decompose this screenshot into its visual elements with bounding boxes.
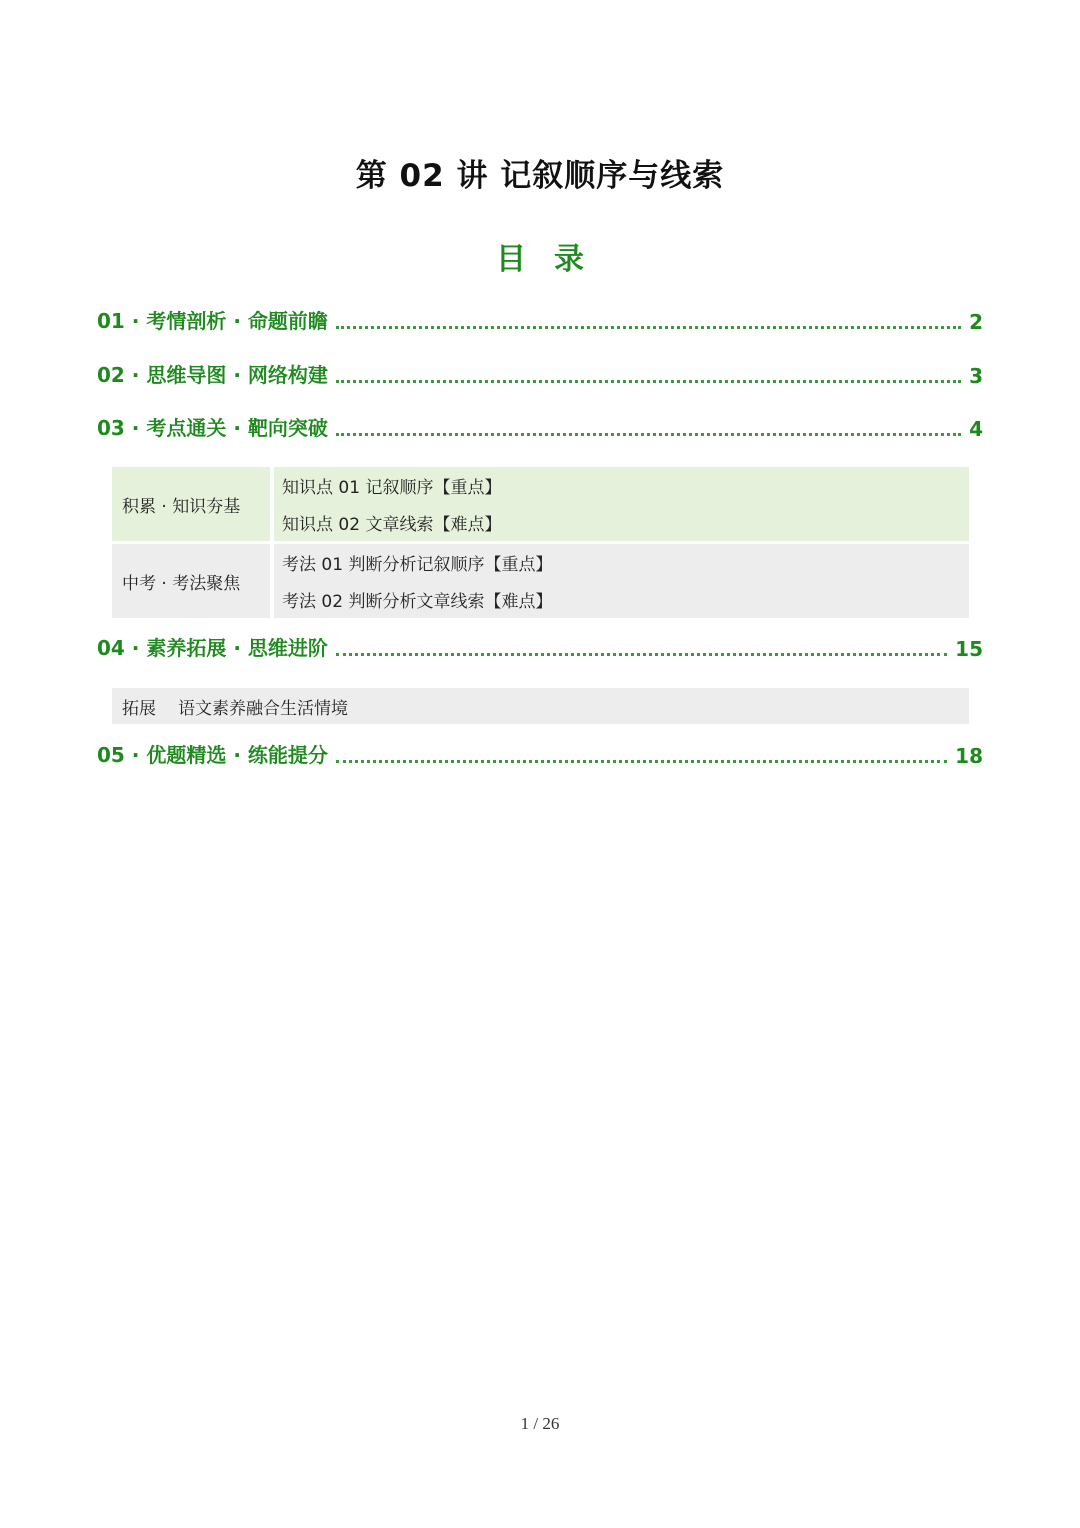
page-title: 第 02 讲 记叙顺序与线索 xyxy=(355,158,725,194)
toc-entry-03[interactable] xyxy=(97,411,983,441)
subsection-item[interactable]: 知识点 02 文章线索【难点】 xyxy=(282,515,502,535)
subsection-category: 中考 · 考法聚焦 xyxy=(112,544,270,618)
toc-entry-05[interactable] xyxy=(97,738,983,768)
toc-entry-04[interactable] xyxy=(97,631,983,661)
toc-entry-page: 18 xyxy=(955,744,983,768)
extension-label: 拓展 xyxy=(122,698,156,719)
subsection-item[interactable]: 考法 01 判断分析记叙顺序【重点】 xyxy=(282,555,553,575)
toc-entry-label: 04 · 素养拓展 · 思维进阶 xyxy=(97,636,328,660)
extension-row[interactable] xyxy=(112,688,969,724)
toc-dot-leader xyxy=(336,759,947,763)
subsection-items xyxy=(274,467,969,541)
subsection-items xyxy=(274,544,969,618)
subsection-category: 积累 · 知识夯基 xyxy=(112,467,270,541)
subsection-group-knowledge xyxy=(112,467,969,541)
toc-entry-label: 05 · 优题精选 · 练能提分 xyxy=(97,743,328,767)
subsection-item[interactable]: 考法 02 判断分析文章线索【难点】 xyxy=(282,592,553,612)
page-number-footer: 1 / 26 xyxy=(520,1414,560,1433)
toc-entry-page: 15 xyxy=(955,637,983,661)
toc-entry-label: 01 · 考情剖析 · 命题前瞻 xyxy=(97,309,328,333)
toc-entry-page: 2 xyxy=(969,310,983,334)
toc-entry-label: 02 · 思维导图 · 网络构建 xyxy=(97,363,328,387)
toc-entry-page: 3 xyxy=(969,364,983,388)
subsection-item[interactable]: 知识点 01 记叙顺序【重点】 xyxy=(282,478,502,498)
toc-heading: 目录 xyxy=(496,242,612,277)
toc-entry-page: 4 xyxy=(969,417,983,441)
extension-text: 语文素养融合生活情境 xyxy=(178,698,348,719)
toc-dot-leader xyxy=(336,379,961,383)
toc-entry-01[interactable] xyxy=(97,304,983,334)
toc-dot-leader xyxy=(336,432,961,436)
toc-dot-leader xyxy=(336,325,961,329)
toc-dot-leader xyxy=(336,652,947,656)
toc-entry-label: 03 · 考点通关 · 靶向突破 xyxy=(97,416,328,440)
toc-entry-02[interactable] xyxy=(97,358,983,388)
subsection-group-exam xyxy=(112,544,969,618)
